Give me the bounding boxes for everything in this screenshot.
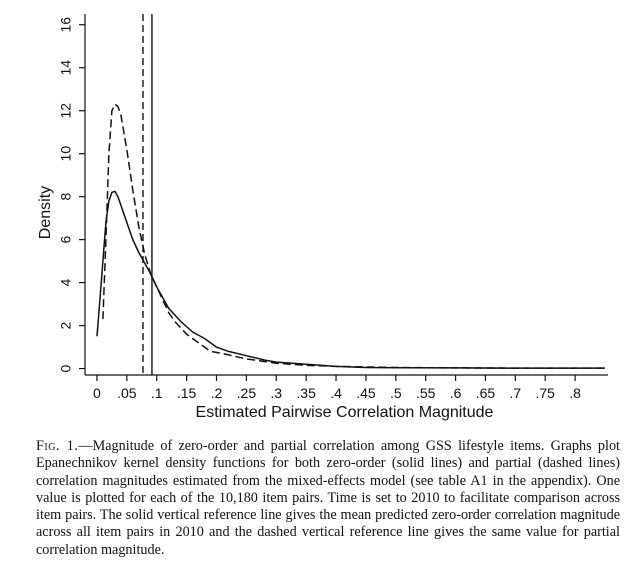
x-tick-label: .8 (569, 385, 581, 401)
caption-text: —Magnitude of zero-order and partial correlation among GSS lifestyle items. Graphs plot Epanechnikov kernel density functions for both zero-order (solid lines) and partial (dashed lines) correlation magnitudes estimated from the mixed-effects model (see table A1 in the appendix). One value is plotted for each of the 10,180 item pairs. Time is set to 2010 to facilitate comparison across item pairs. The solid vertical reference line gives the mean predicted zero-order correlation magnitude across all item pairs in 2010 and the dashed vertical reference line gives the same value for partial correlation magnitude. (36, 438, 620, 558)
x-tick-label: .45 (356, 385, 376, 401)
zero-order-correlation-density-line (97, 191, 605, 368)
figure-caption (36, 438, 620, 559)
x-tick-label: .55 (415, 385, 436, 401)
y-axis-title: Density (37, 185, 54, 240)
y-tick-label: 2 (57, 321, 74, 330)
figure-label: Fig. 1. (36, 438, 79, 454)
x-tick-label: .6 (449, 385, 462, 401)
x-tick-label: .75 (535, 385, 555, 401)
x-tick-label: 0 (93, 385, 101, 401)
x-tick-label: .7 (509, 385, 522, 401)
series-layer (97, 104, 605, 368)
x-tick-label: .35 (296, 385, 316, 401)
x-tick-label: .5 (389, 385, 402, 401)
y-tick-label: 8 (57, 192, 74, 201)
x-tick-label: .4 (330, 385, 342, 401)
y-tick-label: 10 (57, 145, 74, 162)
x-tick-label: .05 (117, 385, 137, 401)
partial-correlation-density-line (103, 104, 605, 368)
axes (58, 14, 608, 401)
y-tick-label: 16 (57, 16, 74, 33)
x-tick-label: .3 (270, 385, 283, 401)
y-tick-label: 12 (57, 102, 74, 119)
x-tick-label: .65 (475, 385, 496, 401)
y-tick-label: 0 (57, 364, 74, 373)
y-tick-label: 4 (57, 278, 74, 287)
reference-lines (143, 14, 152, 375)
y-tick-label: 6 (57, 235, 74, 244)
x-tick-label: .15 (176, 385, 197, 401)
x-tick-label: .25 (236, 385, 257, 401)
x-axis-title: Estimated Pairwise Correlation Magnitude (195, 404, 494, 421)
y-tick-label: 14 (57, 59, 74, 76)
x-tick-label: .2 (210, 385, 223, 401)
x-tick-label: .1 (150, 385, 163, 401)
